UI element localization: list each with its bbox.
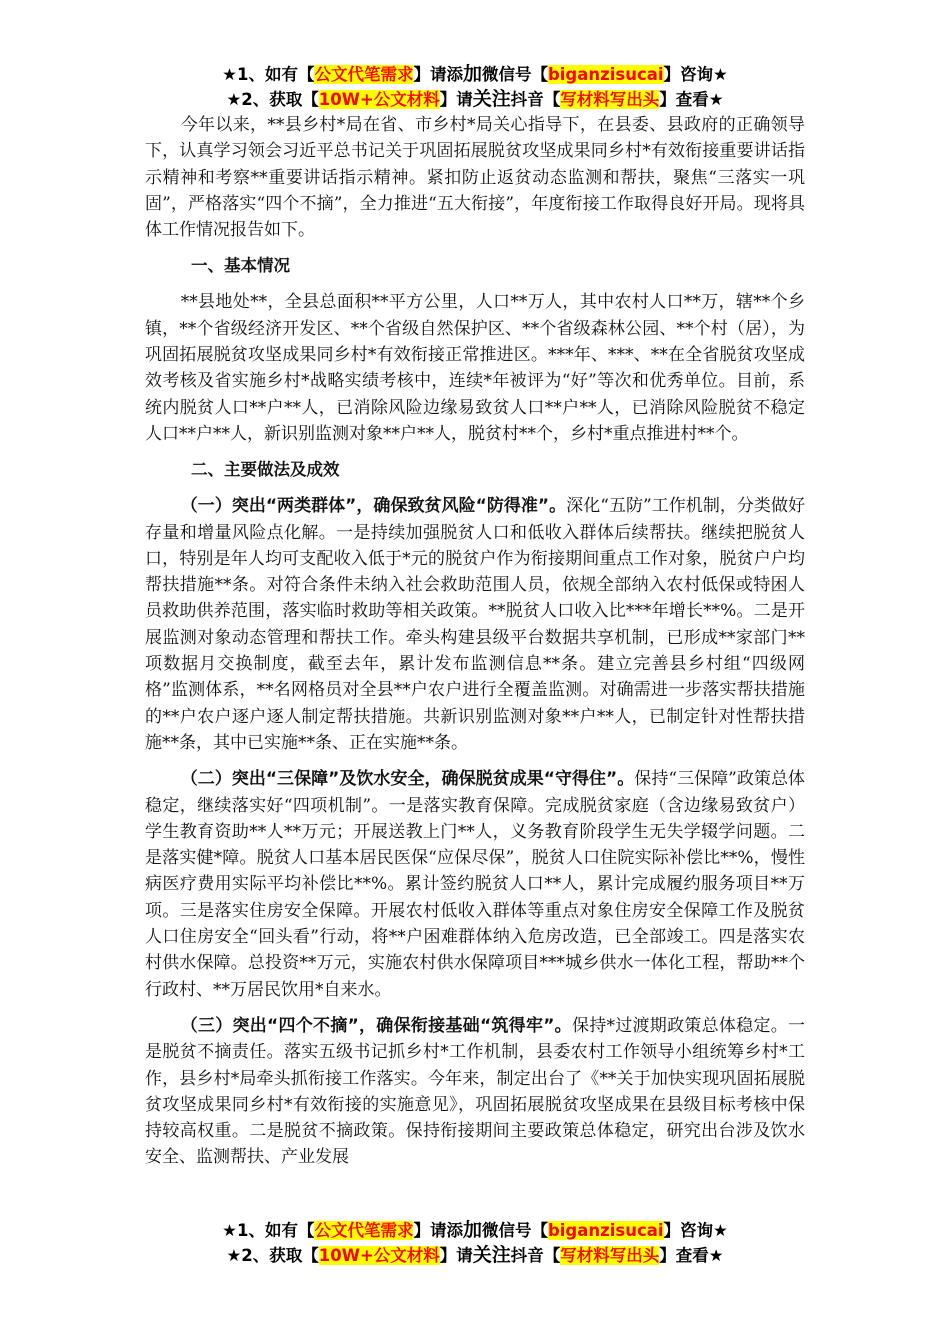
- banner-highlight: 写材料写出头: [560, 90, 660, 109]
- banner-highlight: 10W+公文材料: [318, 1246, 440, 1265]
- ad-banner-bottom-line1: [145, 1218, 805, 1243]
- banner-emphasis: 关注: [472, 88, 511, 110]
- banner-text: ★2、获取【: [226, 1246, 319, 1265]
- section2-item1-paragraph: [145, 493, 805, 756]
- item3-body: 保持*过渡期政策总体稳定。一是脱贫不摘责任。落实五级书记抓乡村*工作机制，县委农村工作领导小组统筹乡村*工作，县乡村*局牵头抓衔接工作落实。今年来，制定出台了《**关于加快实现巩固拓展脱贫攻坚成果同乡村*有效衔接的实施意见》，巩固拓展脱贫攻坚成果在县级目标考核中保持较高权重。二是脱贫不摘政策。保持衔接期间主要政策总体稳定，研究出台涉及饮水安全、监测帮扶、产业发展: [145, 1015, 805, 1168]
- banner-text: 】查看★: [659, 90, 724, 109]
- banner-highlight: biganzisucai: [547, 65, 664, 84]
- item3-lead: （三）突出“四个不摘”，确保衔接基础“筑得牢”。: [180, 1015, 572, 1036]
- banner-highlight: 公文代笔需求: [314, 65, 414, 84]
- banner-emphasis: 关注: [472, 1244, 511, 1266]
- item1-body: 深化“五防”工作机制，分类做好存量和增量风险点化解。一是持续加强脱贫人口和低收入群体后续帮扶。继续把脱贫人口，特别是年人均可支配收入低于*元的脱贫户作为衔接期间重点工作对象，脱贫户户均帮扶措施**条。对符合条件未纳入社会救助范围人员，依规全部纳入农村低保或特困人员救助供养范围，落实临时救助等相关政策。**脱贫人口收入比***年增长**%。二是开展监测对象动态管理和帮扶工作。牵头构建县级平台数据共享机制，已形成**家部门**项数据月交换制度，截至去年，累计发布监测信息**条。建立完善县乡村组“四级网格”监测体系，**名网格员对全县**户农户进行全覆盖监测。对确需进一步落实帮扶措施的**户农户逐户逐人制定帮扶措施。共新识别监测对象**户**人，已制定针对性帮扶措施**条，其中已实施**条、正在实施**条。: [145, 496, 805, 753]
- item2-body: 保持“三保障”政策总体稳定，继续落实好“四项机制”。一是落实教育保障。完成脱贫家庭（含边缘易致贫户）学生教育资助**人**万元；开展送教上门**人，义务教育阶段学生无失学辍学问题。二是落实健*障。脱贫人口基本居民医保“应保尽保”，脱贫人口住院实际补偿比**%，慢性病医疗费用实际平均补偿比**%。累计签约脱贫人口**人，累计完成履约服务项目**万项。三是落实住房安全保障。开展农村低收入群体等重点对象住房安全保障工作及脱贫人口住房安全“回头看”行动，将**户困难群体纳入危房改造，已全部竣工。四是落实农村供水保障。总投资**万元，实施农村供水保障项目***城乡供水一体化工程，帮助**个行政村、**万居民饮用*自来水。: [145, 769, 805, 1000]
- banner-text: 抖音【: [510, 90, 561, 109]
- section1-paragraph: **县地处**，全县总面积**平方公里，人口**万人，其中农村人口**万，辖**个乡镇，**个省级经济开发区、**个省级自然保护区、**个省级森林公园、**个村（居），为巩固拓展脱贫攻坚成果同乡村*有效衔接正常推进区。***年、***、**在全省脱贫攻坚成效考核及省实施乡村*战略实绩考核中，连续*年被评为“好”等次和优秀单位。目前，系统内脱贫人口**户**人，已消除风险边缘易致贫人口**户**人，已消除风险脱贫不稳定人口**户**人，新识别监测对象**户**人，脱贫村**个，乡村*重点推进村**个。: [145, 292, 805, 444]
- banner-text: 】咨询★: [663, 65, 728, 84]
- ad-banner-bottom-line2: [145, 1243, 805, 1268]
- section2-item3-paragraph: [145, 1013, 805, 1171]
- ad-banner-top-line2: [145, 87, 805, 112]
- banner-text: 】请: [439, 1246, 473, 1265]
- banner-text: ★2、获取【: [226, 90, 319, 109]
- ad-banner-top-line1: [145, 62, 805, 87]
- section1-heading: 一、基本情况: [191, 256, 290, 276]
- banner-text: ★1、如有【: [222, 65, 315, 84]
- section2-heading: 二、主要做法及成效: [191, 460, 340, 480]
- section2-item2-paragraph: [145, 766, 805, 1003]
- item2-lead: （二）突出“三保障”及饮水安全，确保脱贫成果“守得住”。: [180, 769, 635, 790]
- banner-emphasis: 加: [462, 63, 482, 85]
- banner-text: 】请: [439, 90, 473, 109]
- banner-text: 】咨询★: [663, 1221, 728, 1240]
- banner-text: ★1、如有【: [222, 1221, 315, 1240]
- banner-text: 】查看★: [659, 1246, 724, 1265]
- banner-text: 】请添: [413, 1221, 463, 1240]
- banner-highlight: biganzisucai: [547, 1221, 664, 1240]
- document-page: [145, 62, 805, 1171]
- banner-text: 抖音【: [510, 1246, 561, 1265]
- banner-emphasis: 加: [462, 1219, 482, 1241]
- banner-highlight: 公文代笔需求: [314, 1221, 414, 1240]
- banner-highlight: 写材料写出头: [560, 1246, 660, 1265]
- banner-text: 微信号【: [481, 1221, 548, 1240]
- item1-lead: （一）突出“两类群体”，确保致贫风险“防得准”。: [180, 496, 567, 517]
- banner-highlight: 10W+公文材料: [318, 90, 440, 109]
- intro-paragraph: 今年以来，**县乡村*局在省、市乡村*局关心指导下，在县委、县政府的正确领导下，认真学习领会习近平总书记关于巩固拓展脱贫攻坚成果同乡村*有效衔接重要讲话指示精神和考察**重要讲话指示精神。紧扣防止返贫动态监测和帮扶，聚焦“三落实一巩固”，严格落实“四个不摘”，全力推进“五大衔接”，年度衔接工作取得良好开局。现将具体工作情况报告如下。: [145, 115, 805, 241]
- banner-text: 微信号【: [481, 65, 548, 84]
- banner-text: 】请添: [413, 65, 463, 84]
- ad-banner-bottom: [145, 1218, 805, 1268]
